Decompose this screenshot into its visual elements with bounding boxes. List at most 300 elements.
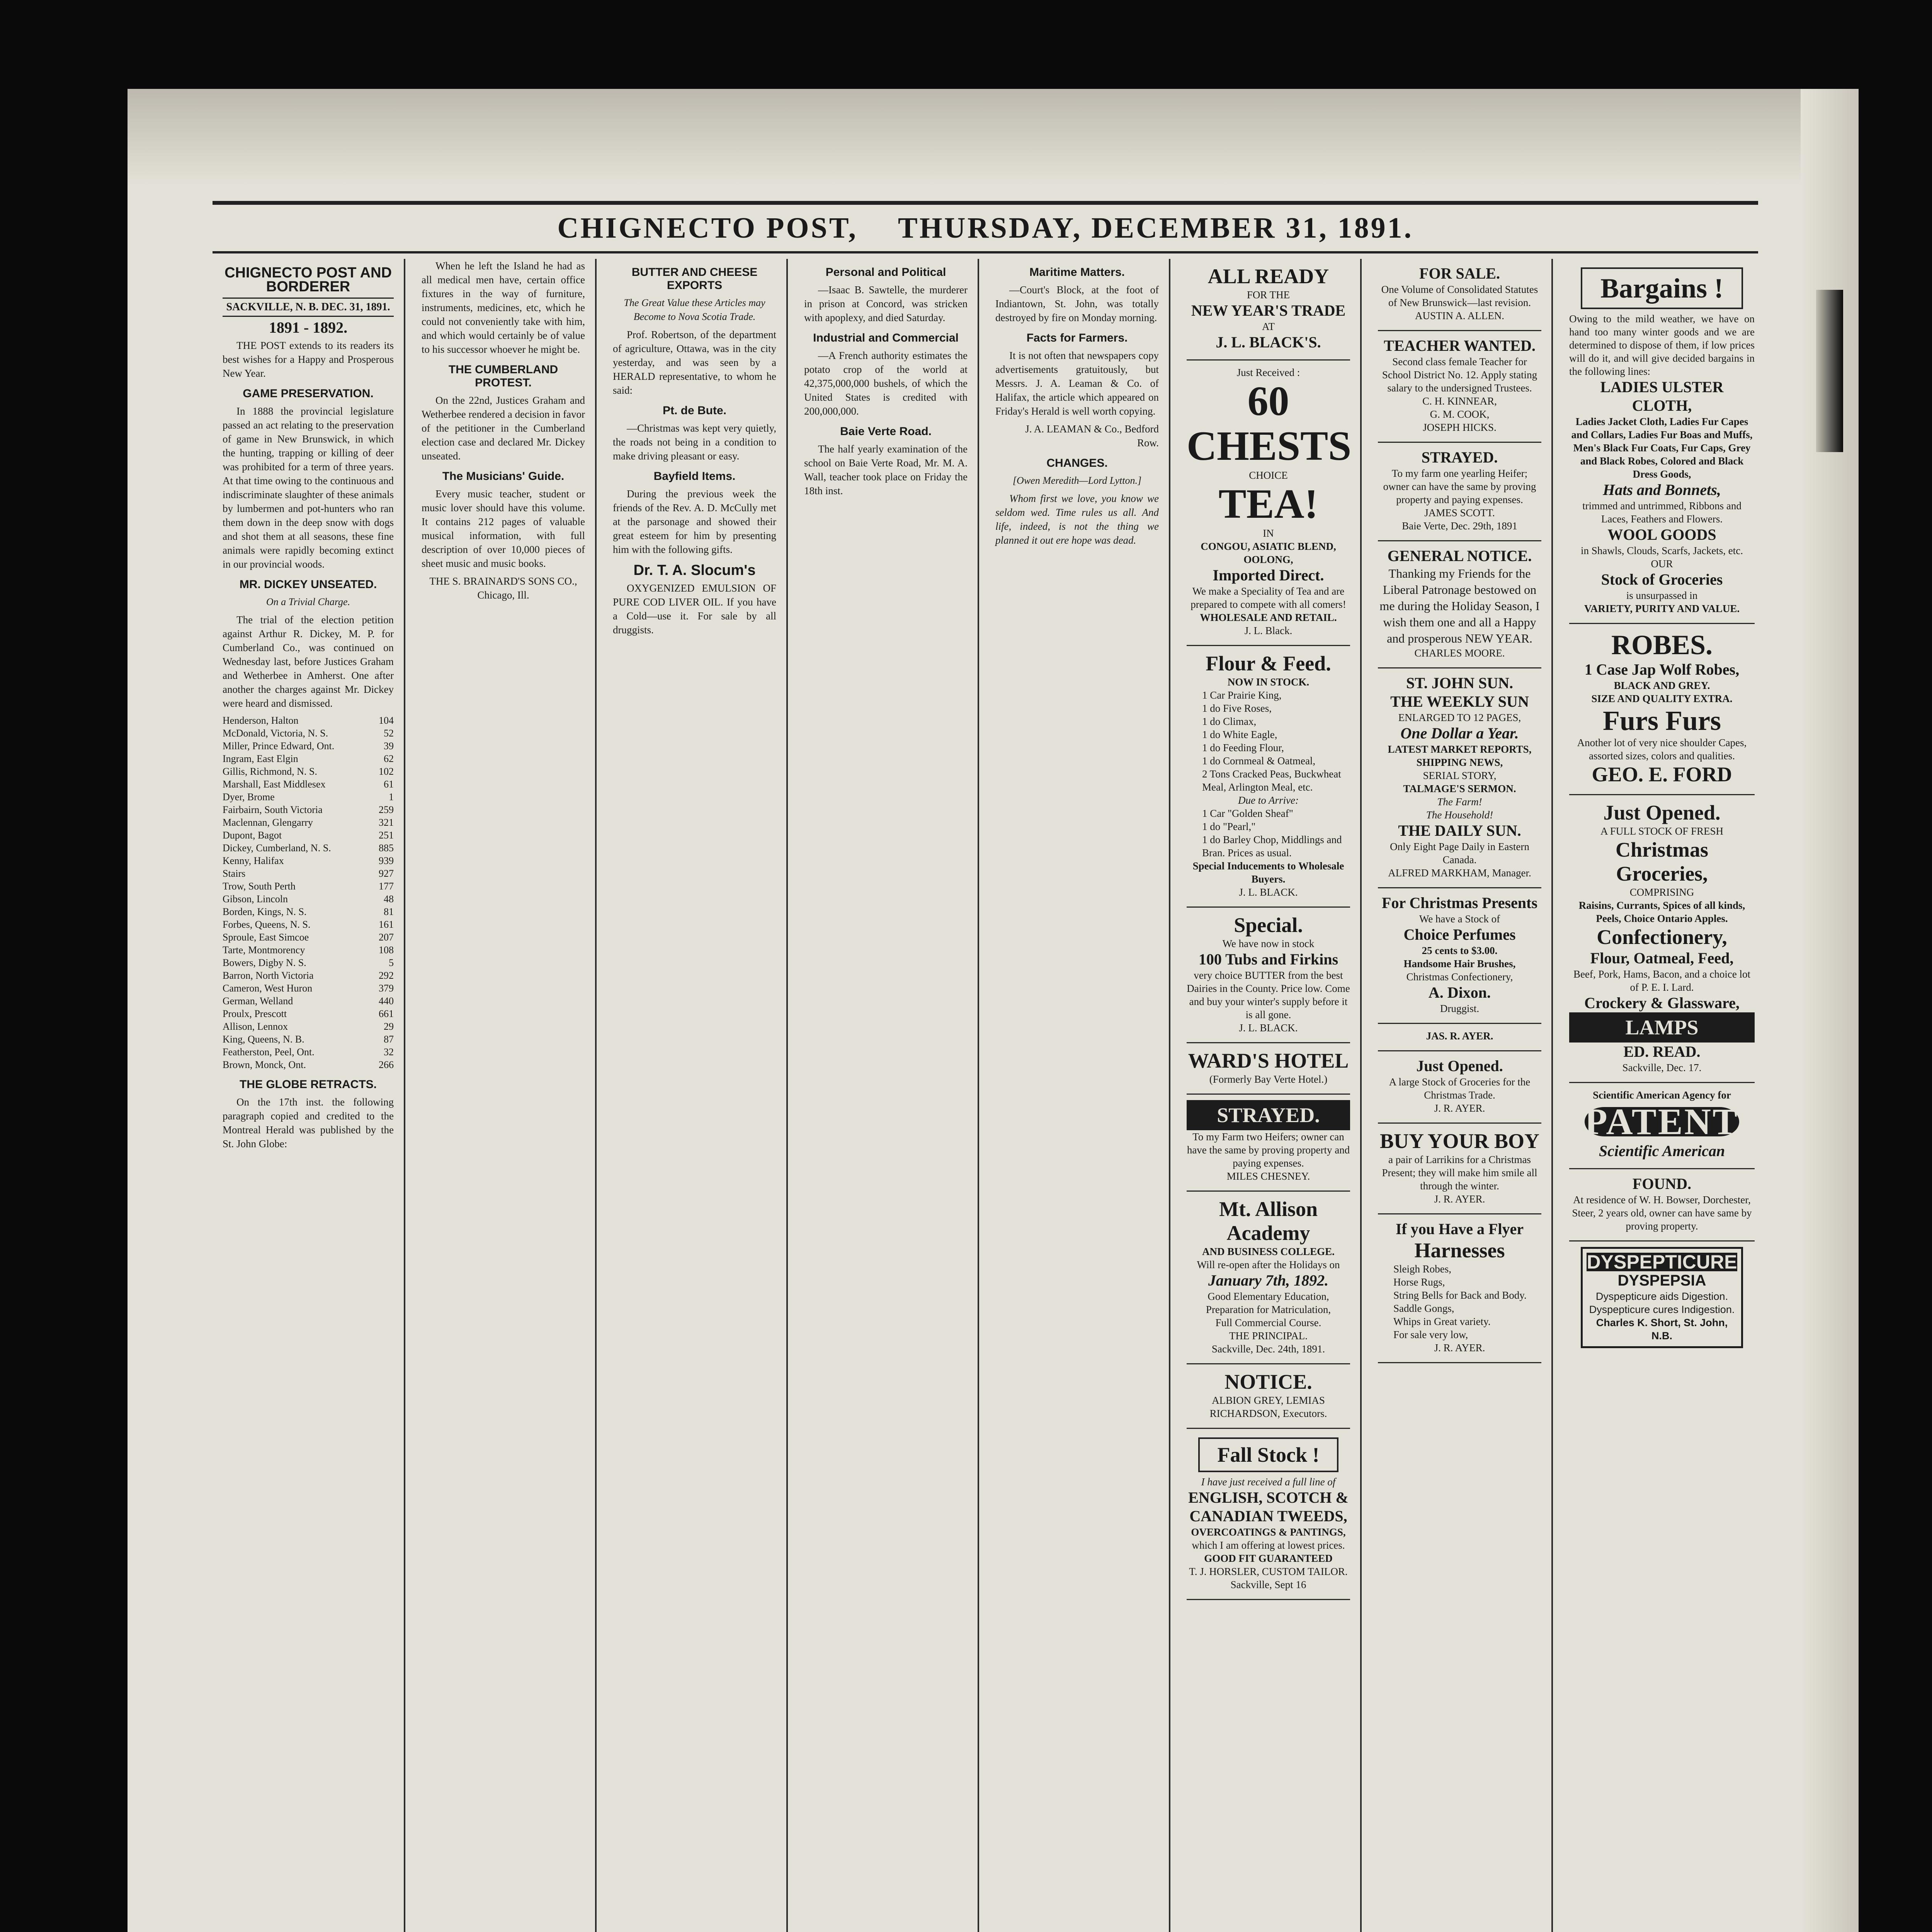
ad-line: OVERCOATINGS & PANTINGS, — [1191, 1526, 1346, 1538]
majority-value: 379 — [379, 983, 394, 994]
majority-row — [223, 905, 394, 918]
ad-line: SERIAL STORY, — [1423, 770, 1497, 781]
ad-strayed-title: STRAYED. — [1187, 1100, 1350, 1130]
ad-signature: ED. READ. — [1623, 1043, 1701, 1060]
due-list — [1187, 807, 1350, 859]
majority-name: Stairs — [223, 868, 246, 879]
year-heading: 1891 - 1892. — [269, 319, 348, 336]
column-rule — [978, 259, 979, 1932]
ad-line: Full Commercial Course. — [1215, 1317, 1321, 1328]
majority-row — [223, 931, 394, 944]
article-heading-maritime: Maritime Matters. — [1029, 266, 1125, 279]
harness-list — [1378, 1262, 1541, 1341]
ad-line: 1 Case Jap Wolf Robes, — [1584, 661, 1740, 678]
article-heading-globe: THE GLOBE RETRACTS. — [239, 1078, 377, 1091]
ad-line: Dyspepticure cures Indigestion. — [1589, 1304, 1735, 1315]
ad-signature: J. L. BLACK. — [1239, 886, 1298, 898]
ad-signature: J. L. Black. — [1244, 625, 1293, 636]
majority-row — [223, 791, 394, 803]
ad-line: Handsome Hair Brushes, — [1403, 958, 1516, 969]
majority-value: 108 — [379, 944, 394, 956]
ad-line: Dyspepticure aids Digestion. — [1595, 1291, 1728, 1302]
ad-mt-allison — [1187, 1192, 1350, 1364]
ad-boy-title: BUY YOUR BOY — [1379, 1129, 1539, 1153]
majority-name: Cameron, West Huron — [223, 983, 313, 994]
majority-name: King, Queens, N. B. — [223, 1034, 304, 1045]
dyspepticure-subtitle: DYSPEPSIA — [1617, 1272, 1706, 1289]
ad-all-ready — [1187, 259, 1350, 361]
column-4 — [794, 259, 978, 1932]
majority-name: Sproule, East Simcoe — [223, 932, 309, 943]
ad-teacher-title: TEACHER WANTED. — [1384, 337, 1536, 354]
ad-line: NOW IN STOCK. — [1227, 676, 1310, 688]
majority-value: 32 — [384, 1046, 394, 1058]
ad-signature: G. M. COOK, — [1430, 408, 1490, 420]
ad-line: CHOICE — [1249, 469, 1288, 481]
ad-christmas-presents — [1378, 888, 1541, 1024]
ad-line: We have now in stock — [1222, 938, 1315, 949]
majority-row — [223, 956, 394, 969]
majority-row — [223, 714, 394, 727]
ad-flour-title: Flour & Feed. — [1206, 652, 1331, 675]
ad-line: Will re-open after the Holidays on — [1197, 1259, 1340, 1270]
ad-signature: MILES CHESNEY. — [1226, 1170, 1310, 1182]
ad-just-opened — [1378, 1051, 1541, 1124]
ad-ayer-thanks — [1378, 1024, 1541, 1051]
ad-line: 25 cents to $3.00. — [1422, 945, 1498, 956]
torn-edge — [1816, 290, 1843, 452]
majority-value: 259 — [379, 804, 394, 815]
list-item: Sleigh Robes, — [1393, 1263, 1452, 1275]
ad-line: Only Eight Page Daily in Eastern Canada. — [1390, 841, 1529, 866]
majority-value: 62 — [384, 753, 394, 764]
majority-name: Gillis, Richmond, N. S. — [223, 766, 317, 777]
ad-opened-title: Just Opened. — [1603, 801, 1721, 824]
majority-value: 81 — [384, 906, 394, 917]
ad-forsale-title: FOR SALE. — [1419, 265, 1500, 282]
majority-value: 48 — [384, 893, 394, 905]
majority-row — [223, 1020, 394, 1033]
flour-list — [1187, 689, 1350, 794]
column-3 — [603, 259, 786, 1932]
poem-author: [Owen Meredith—Lord Lytton.] — [1012, 475, 1142, 486]
article-body-baieverte: The half yearly examination of the school on Baie Verte Road, Mr. M. A. Wall, teacher took place on Friday the 18th inst. — [804, 443, 968, 497]
majority-row — [223, 1033, 394, 1046]
list-item: 1 do "Pearl," — [1202, 821, 1256, 832]
ad-line: WOOL GOODS — [1607, 526, 1716, 543]
majority-name: Dyer, Brome — [223, 791, 275, 803]
majority-row — [223, 740, 394, 752]
majority-name: Featherston, Peel, Ont. — [223, 1046, 315, 1058]
majority-name: Ingram, East Elgin — [223, 753, 298, 764]
ad-line: OOLONG, — [1243, 554, 1293, 565]
ad-slocum-heading: Dr. T. A. Slocum's — [633, 562, 756, 578]
column-rule — [1551, 259, 1553, 1932]
ad-signature: THE PRINCIPAL. — [1229, 1330, 1308, 1342]
ad-signature: JAS. R. AYER. — [1426, 1030, 1493, 1042]
majority-name: Bowers, Digby N. S. — [223, 957, 306, 968]
ad-line: Baie Verte, Dec. 29th, 1891 — [1402, 520, 1517, 532]
ad-line: COMPRISING — [1629, 886, 1694, 898]
ad-line: Preparation for Matriculation, — [1206, 1304, 1331, 1315]
majority-value: 927 — [379, 868, 394, 879]
editorial-title: CHIGNECTO POST AND BORDERER — [224, 265, 392, 295]
ad-notice-title: NOTICE. — [1225, 1370, 1312, 1393]
ad-sun-title: ST. JOHN SUN. — [1406, 674, 1514, 692]
majority-name: Maclennan, Glengarry — [223, 817, 313, 828]
ad-signature: J. L. BLACK. — [1239, 1022, 1298, 1034]
ad-line: Just Received : — [1236, 367, 1300, 378]
article-heading-protest: THE CUMBERLAND PROTEST. — [448, 363, 558, 389]
ad-general-notice — [1378, 541, 1541, 668]
ad-strayed-heifer — [1378, 443, 1541, 541]
ad-signature: Charles K. Short, St. John, N.B. — [1596, 1317, 1728, 1342]
majority-value: 104 — [379, 715, 394, 726]
new-year-greeting: THE POST extends to its readers its best wishes for a Happy and Prosperous New Year. — [223, 340, 394, 379]
list-item: 1 do Barley Chop, Middlings and Bran. Prices as usual. — [1202, 834, 1342, 859]
majority-value: 939 — [379, 855, 394, 866]
ad-line: January 7th, 1892. — [1208, 1272, 1329, 1289]
ad-bargains-title: Bargains ! — [1581, 267, 1743, 309]
ad-line: a pair of Larrikins for a Christmas Present; they will make him smile all through the winter. — [1382, 1154, 1537, 1192]
ad-buy-your-boy — [1378, 1124, 1541, 1214]
ad-teacher-wanted — [1378, 331, 1541, 443]
ad-line: very choice BUTTER from the best Dairies in the County. Price low. Come and buy your winter's supply before it is all gone. — [1187, 969, 1350, 1020]
list-item: Whips in Great variety. — [1393, 1316, 1491, 1327]
article-body-musicians: Every music teacher, student or music lover should have this volume. It contains 212 pages of valuable musical information, with full description of over 10,000 pieces of sheet music and music books. — [422, 488, 585, 569]
ad-line: Ladies Jacket Cloth, Ladies Fur Capes and Collars, Ladies Fur Boas and Muffs, Men's Black Fur Coats, Fur Caps, Grey and Black Robes, Colored and Black Dress Goods, — [1571, 416, 1753, 480]
majority-row — [223, 765, 394, 778]
ad-line: Thanking my Friends for the Liberal Patronage bestowed on me during the Holiday Season, I wish them one and all a Happy and prosperous NEW YEAR. — [1379, 566, 1540, 645]
majority-name: Marshall, East Middlesex — [223, 779, 326, 790]
majority-row — [223, 995, 394, 1007]
majority-name: Henderson, Halton — [223, 715, 299, 726]
ad-flyer-title: If you Have a Flyer — [1395, 1220, 1524, 1238]
ad-line: A large Stock of Groceries for the Christmas Trade. — [1389, 1076, 1531, 1101]
ad-line: trimmed and untrimmed, Ribbons and Laces, Feathers and Flowers. — [1582, 500, 1742, 525]
ad-line: A FULL STOCK OF FRESH — [1600, 825, 1724, 837]
ad-signature: JOSEPH HICKS. — [1423, 422, 1497, 433]
article-subheading-butter: The Great Value these Articles may Become to Nova Scotia Trade. — [624, 297, 765, 322]
list-item: 1 Car Prairie King, — [1202, 689, 1282, 701]
ad-patents — [1569, 1083, 1761, 1169]
ad-line: Owing to the mild weather, we have on hand too many winter goods and we are determined to dispose of them, if low prices will do it, and will give decided bargains in the following lines: — [1569, 313, 1755, 377]
majority-value: 5 — [389, 957, 394, 968]
majority-value: 321 — [379, 817, 394, 828]
majority-value: 177 — [379, 881, 394, 892]
ad-strayed — [1187, 1095, 1350, 1192]
majority-name: Brown, Monck, Ont. — [223, 1059, 306, 1070]
majority-row — [223, 803, 394, 816]
list-item: Saddle Gongs, — [1393, 1303, 1454, 1314]
list-item: 1 do Cornmeal & Oatmeal, — [1202, 755, 1316, 767]
majority-row — [223, 854, 394, 867]
ad-signature: JAMES SCOTT. — [1424, 507, 1495, 519]
majority-name: McDonald, Victoria, N. S. — [223, 728, 328, 739]
column-rule — [1169, 259, 1170, 1932]
majority-name: Gibson, Lincoln — [223, 893, 288, 905]
ad-line: is unsurpassed in — [1626, 590, 1698, 601]
majority-value: 661 — [379, 1008, 394, 1019]
ad-line: Imported Direct. — [1213, 566, 1324, 584]
ad-lamps-banner: LAMPS — [1569, 1012, 1755, 1043]
ad-ford-signature: GEO. E. FORD — [1592, 763, 1732, 786]
ad-hotel-title: WARD'S HOTEL — [1188, 1049, 1349, 1072]
ad-dyspepticure — [1581, 1247, 1743, 1348]
ad-line: Special Inducements to Wholesale Buyers. — [1192, 860, 1344, 885]
ad-line: At residence of W. H. Bowser, Dorchester, Steer, 2 years old, owner can have same by proving property. — [1572, 1194, 1752, 1232]
column-2 — [412, 259, 595, 1932]
ad-line: WHOLESALE AND RETAIL. — [1200, 612, 1337, 623]
column-1 — [213, 259, 404, 1932]
ad-line: Crockery & Glassware, — [1584, 994, 1740, 1012]
dyspepticure-title: DYSPEPTICURE — [1587, 1251, 1737, 1273]
ad-line: TALMAGE'S SERMON. — [1403, 783, 1516, 794]
ad-signature: CHARLES MOORE. — [1414, 647, 1505, 659]
ad-line: Christmas Confectionery, — [1406, 971, 1513, 983]
majority-row — [223, 778, 394, 791]
ad-line: Sackville, Dec. 24th, 1891. — [1211, 1343, 1325, 1355]
ad-line: The Farm! — [1437, 796, 1482, 808]
column-5 — [985, 259, 1169, 1932]
list-item: String Bells for Back and Body. — [1393, 1289, 1527, 1301]
article-heading-musicians: The Musicians' Guide. — [442, 470, 565, 483]
ad-just-opened-groceries — [1569, 795, 1755, 1083]
ad-line: THE WEEKLY SUN — [1390, 693, 1529, 710]
poem-body: Whom first we love, you know we seldom wed. Time rules us all. And life, indeed, is not the thing we planned it out ere hope was dead. — [995, 493, 1159, 546]
ad-line: THE DAILY SUN. — [1398, 822, 1521, 839]
ad-line: in Shawls, Clouds, Scarfs, Jackets, etc. — [1581, 545, 1743, 556]
majority-row — [223, 816, 394, 829]
article-body-bayfield: During the previous week the friends of the Rev. A. D. McCully met at the parsonage and showed their great esteem for him by presenting him with the following gifts. — [613, 488, 776, 555]
majority-value: 885 — [379, 842, 394, 854]
ad-signature: C. H. KINNEAR, — [1422, 395, 1497, 407]
article-body-butter: Prof. Robertson, of the department of agriculture, Ottawa, was in the city yesterday, and was seen by a HERALD representative, to whom he said: — [613, 329, 776, 396]
article-body-debute: —Christmas was kept very quietly, the roads not being in a condition to make driving pleasant or easy. — [613, 422, 776, 462]
majority-table — [223, 714, 394, 1071]
majority-row — [223, 982, 394, 995]
ad-line: One Volume of Consolidated Statutes of New Brunswick—last revision. — [1381, 284, 1538, 308]
ad-line: To my Farm two Heifers; owner can have the same by proving property and paying expenses. — [1187, 1131, 1350, 1169]
article-body-doctor: When he left the Island he had as all medical men have, certain office fixtures in the way of furniture, instruments, medicines, etc, which he could not conveniently take with him, and which would certainly be of value to his successor whoever he might be. — [422, 260, 585, 355]
ad-line: ENLARGED TO 12 PAGES, — [1398, 712, 1521, 723]
ad-robes-title: ROBES. — [1611, 629, 1713, 660]
ad-furs-title: Furs Furs — [1603, 705, 1721, 736]
article-body-farmers: It is not often that newspapers copy advertisements gratuitously, but Messrs. J. A. Leaman & Co. of Halifax, the article which appeared on Friday's Herald is well worth copying. — [995, 350, 1159, 417]
ad-tea — [1187, 361, 1350, 646]
article-heading-industrial: Industrial and Commercial — [813, 332, 959, 344]
article-body-globe: On the 17th inst. the following paragraph copied and credited to the Montreal Herald was published by the St. John Globe: — [223, 1096, 394, 1150]
majority-name: Tarte, Montmorency — [223, 944, 305, 956]
majority-value: 251 — [379, 830, 394, 841]
ad-line: Second class female Teacher for School District No. 12. Apply stating salary to the undersigned Trustees. — [1382, 356, 1537, 394]
ad-special-title: Special. — [1234, 913, 1303, 937]
ad-line: FOR THE — [1247, 289, 1290, 301]
list-item: 2 Tons Cracked Peas, Buckwheat Meal, Arlington Meal, etc. — [1202, 768, 1341, 793]
patents-badge: PATENTS — [1585, 1101, 1761, 1142]
majority-row — [223, 1046, 394, 1058]
ad-christmas-title: For Christmas Presents — [1382, 894, 1537, 912]
majority-row — [223, 752, 394, 765]
ad-wards-hotel — [1187, 1043, 1350, 1095]
ad-tea-title: TEA! — [1218, 481, 1318, 527]
article-heading-farmers: Facts for Farmers. — [1026, 332, 1128, 344]
ad-line: Scientific American — [1599, 1142, 1725, 1160]
ad-flour-feed — [1187, 646, 1350, 908]
ad-line: Sackville, Dec. 17. — [1622, 1062, 1702, 1073]
ad-notice — [1187, 1364, 1350, 1429]
article-heading-game: GAME PRESERVATION. — [243, 387, 374, 400]
ad-line: Hats and Bonnets, — [1603, 481, 1721, 498]
majority-name: Forbes, Queens, N. S. — [223, 919, 311, 930]
ad-line: To my farm one yearling Heifer; owner can have the same by proving property and paying expenses. — [1383, 468, 1536, 505]
ad-line: We make a Speciality of Tea and are prepared to compete with all comers! — [1190, 585, 1346, 610]
ad-general-title: GENERAL NOTICE. — [1387, 547, 1532, 565]
column-rule — [786, 259, 788, 1932]
ad-line: IN — [1263, 527, 1274, 539]
ad-line: OUR — [1651, 558, 1673, 570]
ad-line: Another lot of very nice shoulder Capes, assorted sizes, colors and qualities. — [1577, 737, 1747, 762]
ad-line: Scientific American Agency for — [1593, 1089, 1731, 1101]
ad-line: LATEST MARKET REPORTS, — [1388, 743, 1532, 755]
article-body-game: In 1888 the provincial legislature passed an act relating to the preservation of game in New Brunswick, in which the hunting, trapping or killing of deer was prohibited for a term of three years. At that time owing to the continuous and indiscriminate slaughter of these animals by lumbermen and pot-hunters who ran them down in the deep snow with dogs and shot them at all seasons, these fine animals were rapidly becoming extinct in our provincial woods. — [223, 405, 394, 570]
majority-row — [223, 918, 394, 931]
ad-tea-chests: 60 CHESTS — [1187, 378, 1352, 469]
ad-academy-title: Mt. Allison Academy — [1219, 1197, 1318, 1245]
majority-name: Miller, Prince Edward, Ont. — [223, 740, 335, 752]
list-item: 1 do White Eagle, — [1202, 729, 1277, 740]
ad-line: I have just received a full line of — [1201, 1476, 1336, 1488]
majority-row — [223, 969, 394, 982]
ad-st-john-sun — [1378, 668, 1541, 888]
majority-name: Dickey, Cumberland, N. S. — [223, 842, 331, 854]
ad-found-title: FOUND. — [1632, 1175, 1692, 1192]
column-rule — [595, 259, 597, 1932]
majority-name: Borden, Kings, N. S. — [223, 906, 307, 917]
ad-line: AT — [1262, 321, 1275, 332]
ad-strayed2-title: STRAYED. — [1421, 449, 1498, 466]
ad-line: Raisins, Currants, Spices of all kinds, Peels, Choice Ontario Apples. — [1578, 900, 1745, 924]
majority-value: 292 — [379, 970, 394, 981]
ad-signature: AUSTIN A. ALLEN. — [1415, 310, 1504, 321]
ad-line: The Household! — [1426, 809, 1493, 821]
ad-line: VARIETY, PURITY AND VALUE. — [1584, 603, 1740, 614]
ad-line: We have a Stock of — [1419, 913, 1500, 925]
ad-line: (Formerly Bay Verte Hotel.) — [1209, 1073, 1328, 1085]
majority-name: Fairbairn, South Victoria — [223, 804, 323, 815]
ad-line: LADIES ULSTER CLOTH, — [1600, 378, 1724, 414]
article-heading-debute: Pt. de Bute. — [662, 404, 726, 417]
ad-line: Stock of Groceries — [1601, 571, 1723, 588]
majority-value: 52 — [384, 728, 394, 739]
list-item: For sale very low, — [1393, 1329, 1468, 1340]
ad-line: Good Elementary Education, — [1208, 1291, 1329, 1302]
article-heading-bayfield: Bayfield Items. — [653, 470, 736, 483]
masthead-date: THURSDAY, DECEMBER 31, 1891. — [898, 212, 1413, 244]
majority-value: 1 — [389, 791, 394, 803]
ad-line: J. L. BLACK'S. — [1216, 333, 1321, 351]
majority-row — [223, 880, 394, 893]
ad-line: Confectionery, — [1597, 925, 1727, 949]
majority-name: Proulx, Prescott — [223, 1008, 287, 1019]
musicians-signature: THE S. BRAINARD'S SONS CO., Chicago, Ill. — [429, 575, 577, 601]
article-body-personal: —Isaac B. Sawtelle, the murderer in prison at Concord, was stricken with apoplexy, and died Saturday. — [804, 284, 968, 323]
ad-line: Druggist. — [1440, 1003, 1480, 1014]
ad-all-ready-title: ALL READY — [1208, 265, 1329, 288]
column-7-ads — [1368, 259, 1551, 1932]
majority-name: Trow, South Perth — [223, 881, 296, 892]
majority-row — [223, 1007, 394, 1020]
ad-line: NEW YEAR'S TRADE — [1191, 302, 1346, 319]
majority-name: Allison, Lennox — [223, 1021, 288, 1032]
ad-line: AND BUSINESS COLLEGE. — [1202, 1246, 1335, 1257]
article-body-maritime: —Court's Block, at the foot of Indiantown, St. John, was totally destroyed by fire on Monday morning. — [995, 284, 1159, 323]
ad-fallstock-title: Fall Stock ! — [1198, 1437, 1338, 1472]
column-rule — [1360, 259, 1362, 1932]
ad-line: Beef, Pork, Hams, Bacon, and a choice lot of P. E. I. Lard. — [1573, 968, 1751, 993]
majority-value: 207 — [379, 932, 394, 943]
ad-line: ENGLISH, SCOTCH & CANADIAN TWEEDS, — [1188, 1489, 1349, 1525]
majority-value: 61 — [384, 779, 394, 790]
ad-fall-stock — [1187, 1429, 1350, 1600]
majority-row — [223, 1058, 394, 1071]
ad-slocum-body: OXYGENIZED EMULSION OF PURE COD LIVER OIL. If you have a Cold—use it. For sale by all druggists. — [613, 582, 776, 636]
ad-signature: T. J. HORSLER, CUSTOM TAILOR. — [1189, 1566, 1348, 1577]
article-body-dickey: The trial of the election petition against Arthur R. Dickey, M. P. for Cumberland Co., was continued on Wednesday last, before Justices Graham and Wetherbee in Amherst. One after another the charges against Mr. Dickey were heard and dismissed. — [223, 614, 394, 709]
ad-line: Harnesses — [1414, 1239, 1505, 1262]
majority-row — [223, 867, 394, 880]
ad-bargains — [1569, 259, 1755, 624]
article-subheading-dickey: On a Trivial Charge. — [266, 596, 350, 607]
ad-line: Due to Arrive: — [1238, 794, 1299, 806]
article-heading-personal: Personal and Political — [825, 266, 946, 279]
ad-found — [1569, 1169, 1755, 1242]
ad-line: Choice Perfumes — [1403, 926, 1516, 943]
column-rule — [404, 259, 405, 1932]
ad-line: Flour, Oatmeal, Feed, — [1590, 949, 1734, 967]
majority-name: Barron, North Victoria — [223, 970, 314, 981]
ad-special-butter — [1187, 908, 1350, 1043]
ad-signature: ALFRED MARKHAM, Manager. — [1388, 867, 1531, 879]
column-8-ads — [1559, 259, 1765, 1932]
majority-row — [223, 893, 394, 905]
majority-row — [223, 829, 394, 842]
majority-name: Dupont, Bagot — [223, 830, 282, 841]
article-body-industrial: —A French authority estimates the potato crop of the world at 42,375,000,000 bushels, of which the United States is credited with 200,000,000. — [804, 350, 968, 417]
majority-row — [223, 842, 394, 854]
ad-harnesses — [1378, 1214, 1541, 1363]
majority-value: 87 — [384, 1034, 394, 1045]
ad-line: SHIPPING NEWS, — [1416, 757, 1503, 768]
poem-heading-changes: CHANGES. — [1046, 457, 1108, 469]
majority-value: 440 — [379, 995, 394, 1007]
article-heading-baieverte: Baie Verte Road. — [840, 425, 932, 438]
ad-for-sale — [1378, 259, 1541, 331]
masthead — [213, 201, 1758, 253]
ad-signature: J. R. AYER. — [1434, 1102, 1485, 1114]
page-fold-shadow — [128, 89, 1859, 185]
ad-justopened-title: Just Opened. — [1416, 1057, 1503, 1075]
farmers-signature: J. A. LEAMAN & Co., Bedford Row. — [1025, 423, 1159, 449]
column-6-ads — [1177, 259, 1360, 1932]
ad-line: One Dollar a Year. — [1400, 724, 1519, 742]
majority-value: 161 — [379, 919, 394, 930]
ad-robes — [1569, 624, 1755, 795]
ad-signature: A. Dixon. — [1428, 984, 1491, 1001]
majority-name: Kenny, Halifax — [223, 855, 284, 866]
list-item: 1 do Five Roses, — [1202, 702, 1272, 714]
majority-value: 39 — [384, 740, 394, 752]
